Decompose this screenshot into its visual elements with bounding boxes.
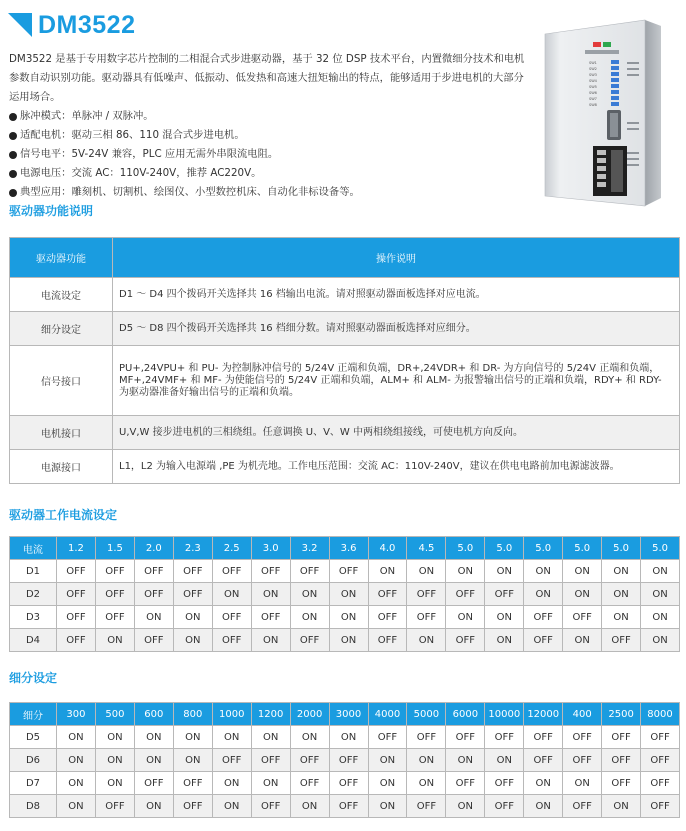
- microstep-header-value: 10000: [485, 703, 524, 726]
- microstep-cell: ON: [524, 772, 563, 795]
- current-cell: ON: [602, 583, 641, 606]
- current-header-value: 5.0: [563, 537, 602, 560]
- dip-switch-label: SW6: [589, 91, 597, 95]
- microstep-cell: OFF: [641, 772, 680, 795]
- microstep-cell: ON: [446, 749, 485, 772]
- feature-list-item: [9, 145, 531, 164]
- current-cell: ON: [641, 583, 680, 606]
- microstep-cell: OFF: [485, 772, 524, 795]
- current-cell: OFF: [485, 583, 524, 606]
- intro-paragraph: DM3522 是基于专用数字芯片控制的二相混合式步进驱动器，基于 32 位 DSP 技术平台，内置微细分技术和电机参数自动识别功能。驱动器具有低噪声、低振动、低发热和高速大扭矩输出的特点，能够适用于步进电机的大部分运用场合。: [9, 53, 525, 103]
- microstep-cell: ON: [368, 749, 407, 772]
- microstep-row-label: D6: [10, 749, 57, 772]
- current-cell: ON: [173, 629, 212, 652]
- current-cell: OFF: [134, 583, 173, 606]
- function-name: 信号接口: [10, 346, 113, 416]
- current-row: [10, 629, 680, 652]
- microstep-header-value: 12000: [524, 703, 563, 726]
- current-section-title: 驱动器工作电流设定: [9, 508, 118, 522]
- microstep-header-value: 600: [134, 703, 173, 726]
- microstep-row-label: D8: [10, 795, 57, 818]
- feature-list-item: [9, 183, 531, 202]
- header-triangle-icon: [8, 13, 32, 37]
- dip-switch: [611, 102, 619, 106]
- microstep-cell: OFF: [329, 772, 368, 795]
- microstep-header-value: 6000: [446, 703, 485, 726]
- microstep-cell: ON: [368, 772, 407, 795]
- microstep-header-value: 2000: [290, 703, 329, 726]
- current-header-value: 5.0: [446, 537, 485, 560]
- microstep-cell: OFF: [563, 749, 602, 772]
- microstep-cell: OFF: [173, 795, 212, 818]
- current-cell: ON: [329, 606, 368, 629]
- microstep-cell: OFF: [485, 726, 524, 749]
- current-cell: OFF: [57, 583, 96, 606]
- current-cell: ON: [563, 560, 602, 583]
- microstep-header-value: 3000: [329, 703, 368, 726]
- microstep-cell: ON: [134, 749, 173, 772]
- microstep-row: [10, 772, 680, 795]
- driver-product-image: [527, 12, 679, 207]
- function-table-header-function: 驱动器功能: [10, 238, 113, 278]
- current-cell: OFF: [602, 629, 641, 652]
- function-description: D1 ～ D4 四个拨码开关选择共 16 档输出电流。请对照驱动器面板选择对应电流。: [113, 278, 680, 312]
- microstep-cell: ON: [134, 795, 173, 818]
- microstep-cell: ON: [57, 726, 96, 749]
- current-cell: OFF: [407, 606, 446, 629]
- microstep-header-value: 8000: [641, 703, 680, 726]
- dip-switch: [611, 84, 619, 88]
- microstep-cell: OFF: [563, 726, 602, 749]
- current-header-value: 3.2: [290, 537, 329, 560]
- microstep-header-value: 500: [95, 703, 134, 726]
- microstep-row-label: D5: [10, 726, 57, 749]
- feature-text: 适配电机：驱动三相 86、110 混合式步进电机。: [20, 129, 245, 141]
- feature-list-item: [9, 164, 531, 183]
- current-cell: ON: [173, 606, 212, 629]
- current-cell: OFF: [134, 560, 173, 583]
- current-cell: OFF: [134, 629, 173, 652]
- microstep-cell: OFF: [602, 749, 641, 772]
- current-header-value: 2.5: [212, 537, 251, 560]
- microstep-cell: ON: [290, 795, 329, 818]
- microstep-cell: ON: [251, 726, 290, 749]
- feature-list-item: [9, 126, 531, 145]
- current-header-value: 3.6: [329, 537, 368, 560]
- microstep-cell: ON: [95, 749, 134, 772]
- function-table-header-description: 操作说明: [113, 238, 680, 278]
- microstep-cell: OFF: [134, 772, 173, 795]
- microstep-cell: ON: [212, 772, 251, 795]
- dip-switch: [611, 96, 619, 100]
- current-cell: OFF: [57, 560, 96, 583]
- bullet-dot-icon: [9, 132, 17, 140]
- microstep-cell: OFF: [446, 726, 485, 749]
- current-cell: ON: [641, 629, 680, 652]
- function-table: [9, 237, 680, 484]
- microstep-cell: OFF: [212, 749, 251, 772]
- current-cell: OFF: [95, 560, 134, 583]
- feature-text: 典型应用：雕刻机、切割机、绘图仪、小型数控机床、自动化非标设备等。: [20, 186, 360, 198]
- microstep-cell: OFF: [251, 795, 290, 818]
- microstep-header-value: 800: [173, 703, 212, 726]
- function-row: [10, 278, 680, 312]
- current-cell: OFF: [446, 629, 485, 652]
- dip-switch: [611, 90, 619, 94]
- microstep-row: [10, 795, 680, 818]
- current-cell: OFF: [407, 583, 446, 606]
- current-cell: ON: [485, 606, 524, 629]
- dip-switch-label: SW7: [589, 97, 597, 101]
- microstep-cell: OFF: [641, 726, 680, 749]
- current-cell: OFF: [329, 560, 368, 583]
- current-cell: OFF: [368, 583, 407, 606]
- function-row: [10, 312, 680, 346]
- microstep-cell: OFF: [563, 795, 602, 818]
- microstep-row: [10, 749, 680, 772]
- microstep-cell: ON: [446, 795, 485, 818]
- current-cell: ON: [602, 560, 641, 583]
- current-header-value: 3.0: [251, 537, 290, 560]
- current-cell: ON: [251, 583, 290, 606]
- microstep-cell: OFF: [368, 726, 407, 749]
- function-description: L1，L2 为输入电源端 ,PE 为机壳地。工作电压范围：交流 AC：110V-240V，建议在供电电路前加电源滤波器。: [113, 450, 680, 484]
- current-cell: ON: [290, 606, 329, 629]
- feature-list: [9, 107, 531, 202]
- function-description: U,V,W 接步进电机的三相绕组。任意调换 U、V、W 中两相绕组接线，可使电机方向反向。: [113, 416, 680, 450]
- current-cell: OFF: [212, 629, 251, 652]
- microstep-cell: OFF: [251, 749, 290, 772]
- current-header-value: 4.5: [407, 537, 446, 560]
- current-cell: OFF: [368, 629, 407, 652]
- microstep-cell: OFF: [329, 749, 368, 772]
- function-description: PU+,24VPU+ 和 PU- 为控制脉冲信号的 5/24V 正端和负端，DR+,24VDR+ 和 DR- 为方向信号的 5/24V 正端和负端，MF+,24VMF+ 和 MF- 为使能信号的 5/24V 正端和负端，ALM+ 和 ALM- 为报警输出信号的正端和负端，RDY+ 和 RDY- 为驱动器准备好输出信号的正端和负端。: [113, 346, 680, 416]
- current-cell: ON: [563, 583, 602, 606]
- microstep-header-value: 400: [563, 703, 602, 726]
- microstep-cell: ON: [212, 795, 251, 818]
- current-header-row: [10, 537, 680, 560]
- current-cell: ON: [407, 629, 446, 652]
- dip-switch: [611, 78, 619, 82]
- microstep-cell: OFF: [407, 795, 446, 818]
- current-cell: OFF: [251, 560, 290, 583]
- bullet-dot-icon: [9, 151, 17, 159]
- current-cell: ON: [446, 560, 485, 583]
- microstep-row-label: D7: [10, 772, 57, 795]
- microstep-cell: ON: [407, 772, 446, 795]
- current-header-value: 1.2: [57, 537, 96, 560]
- current-cell: OFF: [212, 560, 251, 583]
- function-row: [10, 416, 680, 450]
- current-row-label: D1: [10, 560, 57, 583]
- dip-switch-label: SW8: [589, 103, 597, 107]
- microstep-cell: OFF: [485, 795, 524, 818]
- dip-switch-label: SW2: [589, 67, 597, 71]
- dip-switch-label: SW3: [589, 73, 597, 77]
- current-cell: OFF: [446, 583, 485, 606]
- dip-switch: [611, 66, 619, 70]
- microstep-cell: ON: [95, 772, 134, 795]
- microstep-cell: ON: [485, 749, 524, 772]
- current-cell: OFF: [290, 629, 329, 652]
- microstep-section-title: 细分设定: [9, 671, 58, 685]
- microstep-cell: OFF: [95, 795, 134, 818]
- current-cell: ON: [407, 560, 446, 583]
- microstep-cell: ON: [407, 749, 446, 772]
- current-header-value: 5.0: [524, 537, 563, 560]
- microstep-cell: OFF: [602, 772, 641, 795]
- dip-switch-label: SW4: [589, 79, 597, 83]
- current-cell: OFF: [524, 606, 563, 629]
- microstep-cell: OFF: [290, 772, 329, 795]
- product-header: [8, 10, 136, 40]
- microstep-cell: ON: [134, 726, 173, 749]
- current-cell: OFF: [212, 606, 251, 629]
- microstep-cell: OFF: [641, 749, 680, 772]
- current-cell: ON: [95, 629, 134, 652]
- current-cell: OFF: [368, 606, 407, 629]
- microstep-header-value: 1000: [212, 703, 251, 726]
- function-row: [10, 346, 680, 416]
- product-title: DM3522: [38, 10, 136, 39]
- microstep-cell: OFF: [329, 795, 368, 818]
- current-header-value: 5.0: [602, 537, 641, 560]
- microstep-cell: OFF: [641, 795, 680, 818]
- microstep-cell: ON: [524, 795, 563, 818]
- current-cell: ON: [524, 560, 563, 583]
- current-row: [10, 606, 680, 629]
- microstep-cell: ON: [563, 772, 602, 795]
- current-cell: OFF: [57, 629, 96, 652]
- function-name: 电机接口: [10, 416, 113, 450]
- current-row: [10, 583, 680, 606]
- dip-switch-label: SW5: [589, 85, 597, 89]
- current-cell: ON: [563, 629, 602, 652]
- microstep-header-value: 4000: [368, 703, 407, 726]
- current-cell: ON: [368, 560, 407, 583]
- current-row: [10, 560, 680, 583]
- microstep-cell: ON: [173, 726, 212, 749]
- feature-text: 脉冲模式：单脉冲 / 双脉冲。: [20, 110, 154, 122]
- dip-switch: [611, 72, 619, 76]
- microstep-cell: ON: [57, 772, 96, 795]
- current-cell: ON: [524, 583, 563, 606]
- current-cell: ON: [485, 629, 524, 652]
- function-name: 电源接口: [10, 450, 113, 484]
- current-cell: ON: [446, 606, 485, 629]
- microstep-cell: ON: [602, 795, 641, 818]
- current-header-value: 5.0: [641, 537, 680, 560]
- microstep-cell: ON: [57, 795, 96, 818]
- intro-block: [9, 50, 531, 202]
- current-cell: ON: [641, 606, 680, 629]
- current-cell: ON: [134, 606, 173, 629]
- current-header-value: 5.0: [485, 537, 524, 560]
- current-row-label: D3: [10, 606, 57, 629]
- microstep-row: [10, 726, 680, 749]
- current-cell: OFF: [290, 560, 329, 583]
- current-cell: OFF: [251, 606, 290, 629]
- feature-text: 电源电压：交流 AC：110V-240V，推荐 AC220V。: [20, 167, 262, 179]
- current-cell: OFF: [95, 583, 134, 606]
- microstep-cell: OFF: [524, 749, 563, 772]
- microstep-cell: ON: [95, 726, 134, 749]
- current-cell: ON: [329, 629, 368, 652]
- microstep-cell: ON: [368, 795, 407, 818]
- current-cell: ON: [251, 629, 290, 652]
- current-cell: OFF: [563, 606, 602, 629]
- feature-text: 信号电平：5V-24V 兼容，PLC 应用无需外串限流电阻。: [20, 148, 279, 160]
- current-cell: OFF: [173, 583, 212, 606]
- current-header-value: 1.5: [95, 537, 134, 560]
- microstep-cell: OFF: [290, 749, 329, 772]
- microstep-header-label: 细分: [10, 703, 57, 726]
- function-name: 电流设定: [10, 278, 113, 312]
- current-cell: ON: [290, 583, 329, 606]
- current-row-label: D4: [10, 629, 57, 652]
- function-name: 细分设定: [10, 312, 113, 346]
- current-header-value: 2.0: [134, 537, 173, 560]
- current-cell: OFF: [95, 606, 134, 629]
- microstep-cell: ON: [290, 726, 329, 749]
- current-cell: ON: [329, 583, 368, 606]
- bullet-dot-icon: [9, 113, 17, 121]
- microstep-cell: ON: [251, 772, 290, 795]
- current-cell: OFF: [173, 560, 212, 583]
- current-cell: OFF: [524, 629, 563, 652]
- function-section-title: 驱动器功能说明: [9, 204, 94, 218]
- microstep-header-value: 300: [57, 703, 96, 726]
- current-header-value: 4.0: [368, 537, 407, 560]
- current-header-label: 电流: [10, 537, 57, 560]
- microstep-cell: OFF: [524, 726, 563, 749]
- microstep-cell: ON: [329, 726, 368, 749]
- dip-switch-label: SW1: [589, 61, 597, 65]
- current-cell: OFF: [57, 606, 96, 629]
- bullet-dot-icon: [9, 170, 17, 178]
- microstep-cell: OFF: [602, 726, 641, 749]
- microstep-header-row: [10, 703, 680, 726]
- bullet-dot-icon: [9, 189, 17, 197]
- current-row-label: D2: [10, 583, 57, 606]
- microstep-cell: OFF: [173, 772, 212, 795]
- microstep-cell: OFF: [407, 726, 446, 749]
- feature-list-item: [9, 107, 531, 126]
- current-header-value: 2.3: [173, 537, 212, 560]
- current-cell: ON: [602, 606, 641, 629]
- microstep-cell: ON: [173, 749, 212, 772]
- current-cell: ON: [212, 583, 251, 606]
- microstep-cell: ON: [57, 749, 96, 772]
- microstep-header-value: 2500: [602, 703, 641, 726]
- microstep-setting-table: [9, 702, 680, 818]
- current-setting-table: [9, 536, 680, 652]
- function-description: D5 ～ D8 四个拨码开关选择共 16 档细分数。请对照驱动器面板选择对应细分。: [113, 312, 680, 346]
- dip-switch: [611, 60, 619, 64]
- microstep-cell: ON: [212, 726, 251, 749]
- microstep-header-value: 1200: [251, 703, 290, 726]
- microstep-cell: OFF: [446, 772, 485, 795]
- current-cell: ON: [641, 560, 680, 583]
- current-cell: ON: [485, 560, 524, 583]
- microstep-header-value: 5000: [407, 703, 446, 726]
- function-row: [10, 450, 680, 484]
